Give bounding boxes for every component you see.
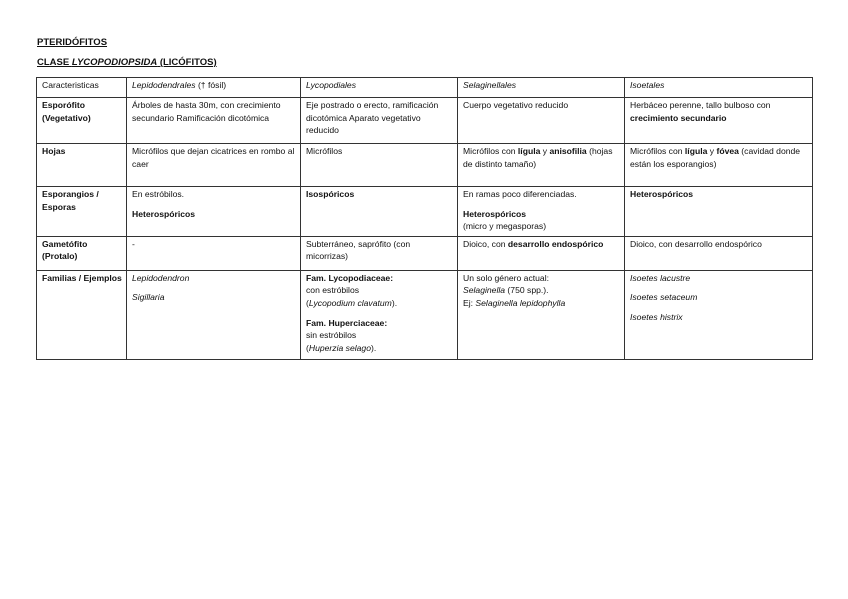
cell-paragraph-italic: Lepidodendron (132, 272, 190, 283)
cell-text-bold: Heterospóricos (630, 189, 694, 199)
cell-text: Micrófilos con (463, 146, 518, 156)
row-label-gametofito: Gametófito (Protalo) (42, 238, 88, 262)
cell-paragraph-italic: Isoetes setaceum (630, 292, 698, 303)
header-isoetales-name: Isoetales (630, 80, 665, 90)
family-huperciaceae: Fam. Huperciaceae: (306, 317, 388, 328)
header-cell-isoetales (625, 78, 813, 98)
header-cell-characteristics (37, 78, 127, 98)
cell-text: y (707, 146, 717, 156)
family-lycopodiaceae: Fam. Lycopodiaceae: (306, 272, 394, 283)
header-cell-lycopodiales (301, 78, 458, 98)
header-lepidodendrales-name: Lepidodendrales (132, 80, 196, 90)
cell-text: Árboles de hasta 30m, con crecimiento secundario Ramificación dicotómica (132, 100, 281, 123)
cell-familias-selaginellales (458, 270, 625, 359)
cell-text-bold: Heterospóricos (463, 208, 527, 219)
cell-paragraph-italic: Sigillaria (132, 292, 165, 303)
subheading-prefix: CLASE (37, 57, 72, 68)
header-selaginellales-name: Selaginellales (463, 80, 517, 90)
cell-familias-isoetales (625, 270, 813, 359)
cell-esporofito-lepidodendrales (127, 98, 301, 144)
cell-hojas-lepidodendrales (127, 144, 301, 187)
row-label-esporofito: Esporófito (Vegetativo) (42, 100, 91, 123)
cell-text: Ej: (463, 297, 476, 308)
cell-text: sin estróbilos (306, 330, 357, 341)
cell-text: Dioico, con desarrollo endospórico (630, 238, 762, 249)
table-row-familias (37, 270, 813, 359)
document-heading: PTERIDÓFITOS (37, 37, 108, 48)
cell-text: (micro y megasporas) (463, 221, 547, 232)
cell-paragraph-italic: Isoetes histrix (630, 311, 683, 322)
header-cell-lepidodendrales (127, 78, 301, 98)
cell-text: y (540, 146, 550, 156)
header-label: Caracteristicas (42, 80, 99, 90)
row-label-esporangios: Esporangios / Esporas (42, 189, 99, 212)
row-label-cell (37, 98, 127, 144)
cell-esporangios-lycopodiales (301, 187, 458, 237)
cell-text: Dioico, con (463, 238, 508, 249)
example-species: Selaginella lepidophylla (475, 297, 566, 308)
class-subheading (37, 57, 217, 68)
cell-text: - (132, 238, 135, 249)
table-row-esporofito (37, 98, 813, 144)
cell-text: (750 spp.). (505, 285, 549, 296)
cell-text-bold: lígula (684, 146, 708, 156)
cell-text: (cavidad donde están los esporangios) (630, 146, 801, 169)
cell-esporangios-lepidodendrales (127, 187, 301, 237)
lycophyte-comparison-table (36, 77, 813, 360)
cell-gametofito-isoetales (625, 236, 813, 270)
cell-text-bold: crecimiento secundario (630, 112, 727, 123)
cell-text: Micrófilos con (630, 146, 685, 156)
cell-gametofito-selaginellales (458, 236, 625, 270)
row-label-hojas: Hojas (42, 146, 66, 156)
row-label-cell (37, 187, 127, 237)
cell-paragraph: En ramas poco diferenciadas. (463, 189, 577, 199)
cell-paragraph-bold: Heterospóricos (132, 208, 196, 219)
row-label-cell (37, 236, 127, 270)
row-label-familias: Familias / Ejemplos (42, 272, 122, 283)
cell-familias-lepidodendrales (127, 270, 301, 359)
genus-name: Selaginella (463, 285, 506, 296)
cell-text: (hojas de distinto tamaño) (463, 146, 613, 169)
cell-text-bold: anisofilia (549, 146, 587, 156)
cell-hojas-lycopodiales (301, 144, 458, 187)
cell-familias-lycopodiales (301, 270, 458, 359)
cell-hojas-isoetales (625, 144, 813, 187)
table-row-esporangios (37, 187, 813, 237)
cell-text: Eje postrado o erecto, ramificación dicotómica Aparato vegetativo reducido (306, 100, 439, 136)
cell-text-bold: lígula (517, 146, 541, 156)
table-row-hojas (37, 144, 813, 187)
row-label-cell (37, 144, 127, 187)
subheading-italic: LYCOPODIOPSIDA (71, 57, 158, 68)
cell-gametofito-lycopodiales (301, 236, 458, 270)
cell-text: Micrófilos (306, 146, 343, 156)
cell-gametofito-lepidodendrales (127, 236, 301, 270)
cell-paragraph-italic: Isoetes lacustre (630, 272, 691, 283)
header-cell-selaginellales (458, 78, 625, 98)
cell-text: Cuerpo vegetativo reducido (463, 100, 569, 110)
cell-hojas-selaginellales (458, 144, 625, 187)
example-species: Huperzia selago (308, 342, 371, 353)
cell-paragraph: Fam. Lycopodiaceae: con estróbilos (Lycopodium clavatum). (306, 272, 398, 308)
cell-text: Micrófilos que dejan cicatrices en rombo al caer (132, 146, 295, 169)
cell-text: con estróbilos (306, 285, 360, 296)
cell-esporangios-selaginellales (458, 187, 625, 237)
cell-paragraph (463, 208, 620, 233)
cell-esporofito-isoetales (625, 98, 813, 144)
cell-esporangios-isoetales (625, 187, 813, 237)
cell-esporofito-selaginellales (458, 98, 625, 144)
example-species: Lycopodium clavatum (308, 297, 392, 308)
cell-paragraph: Fam. Huperciaceae: sin estróbilos (Huperzia selago). (306, 317, 388, 353)
cell-text-bold: Isospóricos (306, 189, 355, 199)
cell-text: Subterráneo, saprófito (con micorrizas) (306, 238, 411, 262)
table-row-gametofito (37, 236, 813, 270)
row-label-cell (37, 270, 127, 359)
header-lycopodiales-name: Lycopodiales (306, 80, 357, 90)
cell-text: Un solo género actual: (463, 272, 549, 283)
subheading-suffix: (LICÓFITOS) (157, 57, 217, 68)
table-header-row (37, 78, 813, 98)
cell-esporofito-lycopodiales (301, 98, 458, 144)
cell-text-bold: fóvea (716, 146, 739, 156)
cell-paragraph: En estróbilos. (132, 189, 185, 199)
header-lepidodendrales-note: († fósil) (195, 80, 227, 90)
cell-text: Herbáceo perenne, tallo bulboso con (630, 100, 771, 110)
cell-text-bold: desarrollo endospórico (507, 238, 604, 249)
